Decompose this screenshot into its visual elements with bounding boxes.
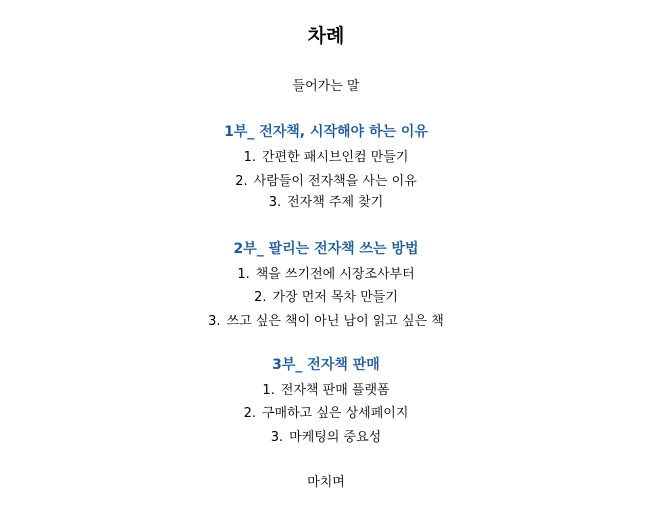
item-text: 가장 먼저 목차 만들기 — [272, 290, 398, 305]
part-3-title: 3부_ 전자책 판매 — [272, 357, 380, 373]
part-1-title: 1부_ 전자책, 시작해야 하는 이유 — [224, 124, 428, 140]
part-2-item-2 — [0, 291, 652, 304]
item-text: 전자책 판매 플랫폼 — [280, 383, 390, 398]
item-number: 2. — [243, 406, 256, 421]
part-2-item-1 — [0, 268, 652, 281]
item-number: 1. — [237, 267, 250, 282]
item-text: 마케팅의 중요성 — [289, 430, 382, 445]
item-text: 쓰고 싶은 책이 아닌 남이 읽고 싶은 책 — [226, 314, 444, 329]
part-1-item-2 — [0, 175, 652, 188]
part-3-item-2 — [0, 407, 652, 420]
item-text: 전자책 주제 찾기 — [287, 195, 384, 210]
item-text: 구매하고 싶은 상세페이지 — [262, 406, 409, 421]
item-number: 1. — [262, 383, 275, 398]
item-number: 3. — [208, 314, 221, 329]
item-text: 책을 쓰기전에 시장조사부터 — [255, 267, 415, 282]
item-number: 3. — [268, 195, 282, 210]
item-number: 2. — [235, 174, 248, 189]
part-3-item-3 — [0, 431, 652, 444]
part-3-item-1 — [0, 384, 652, 397]
intro-entry: 들어가는 말 — [292, 79, 360, 94]
page-title: 차례 — [307, 25, 345, 47]
item-number: 2. — [254, 290, 267, 305]
item-number: 3. — [270, 430, 284, 445]
part-2-item-3 — [0, 315, 652, 328]
part-1-item-1 — [0, 151, 652, 164]
item-number: 1. — [243, 150, 256, 165]
item-text: 사람들이 전자책을 사는 이유 — [253, 174, 417, 189]
outro-entry: 마치며 — [307, 475, 345, 490]
item-text: 간편한 패시브인컴 만들기 — [262, 150, 409, 165]
part-2-title: 2부_ 팔리는 전자책 쓰는 방법 — [233, 241, 419, 257]
part-1-item-3 — [0, 196, 652, 209]
